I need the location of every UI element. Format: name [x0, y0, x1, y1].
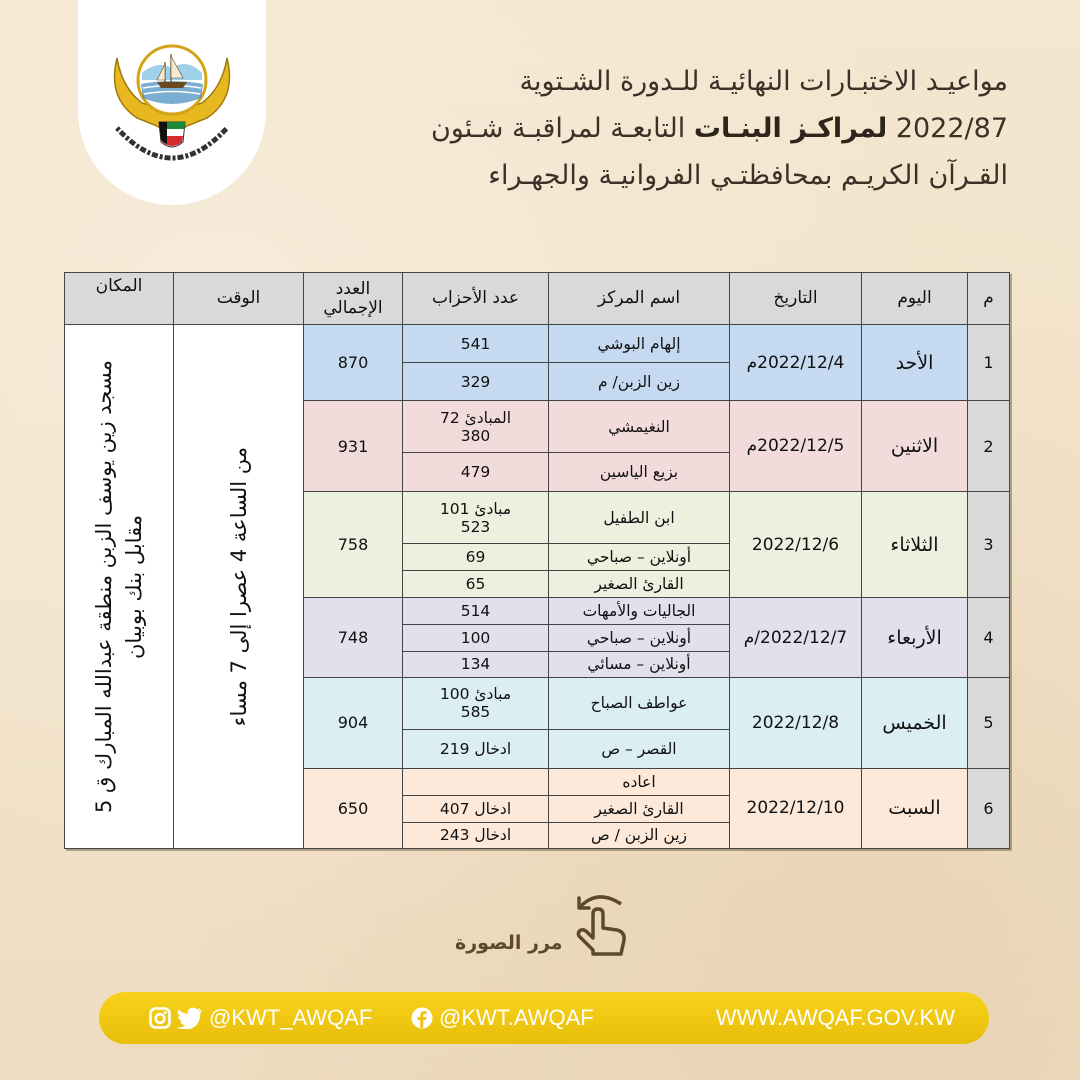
- title-line-1: مواعيـد الاختبـارات النهائيـة للـدورة الشـتوية: [519, 66, 1008, 97]
- center-parts: ادخال 407: [403, 795, 549, 822]
- title-line-3: القـرآن الكريـم بمحافظتـي الفروانيـة والجهـراء: [488, 160, 1008, 191]
- header-time: الوقت: [174, 273, 304, 325]
- header-total-line-1: العدد: [335, 278, 371, 299]
- social-handle-instagram-twitter[interactable]: [149, 1005, 372, 1031]
- parts-line-1: المبادئ 72: [439, 408, 512, 427]
- header-parts: عدد الأحزاب: [403, 273, 549, 325]
- twitter-instagram-handle: @KWT_AWQAF: [209, 1005, 373, 1030]
- row-day: الثلاثاء: [862, 492, 968, 598]
- swipe-hand-icon: [569, 890, 631, 960]
- header-day: اليوم: [862, 273, 968, 325]
- parts-line-1: مبادئ 101: [439, 499, 512, 518]
- parts-line-1: مبادئ 100: [439, 685, 512, 704]
- parts-line-2: 523: [460, 517, 491, 536]
- facebook-handle: @KWT.AWQAF: [439, 1005, 594, 1030]
- row-index: 1: [968, 325, 1010, 401]
- title-line-2: [408, 105, 1008, 152]
- row-total: 904: [304, 677, 403, 768]
- row-total: 931: [304, 401, 403, 492]
- place-cell: [65, 325, 174, 849]
- header-total-line-2: الإجمالي: [323, 297, 383, 318]
- parts-line-2: 585: [460, 703, 491, 722]
- row-day: الخميس: [862, 677, 968, 768]
- exam-schedule-table: [64, 272, 1010, 849]
- row-index: 5: [968, 677, 1010, 768]
- kuwait-emblem-icon: [97, 18, 247, 188]
- row-date: 2022/12/6: [730, 492, 862, 598]
- place-value: مسجد زين يوسف الزبن منطقة عبدالله المبارك ق 5 مقابل بنك بوبيان: [92, 360, 146, 813]
- table-row: [65, 325, 1010, 363]
- center-name: زين الزبن/ م: [549, 363, 730, 401]
- row-date: 2022/12/7/م: [730, 598, 862, 677]
- logo-container: [78, 0, 266, 205]
- row-day: الأربعاء: [862, 598, 968, 677]
- row-date: 2022/12/5م: [730, 401, 862, 492]
- row-day: الأحد: [862, 325, 968, 401]
- center-name: الجاليات والأمهات: [549, 598, 730, 624]
- footer-bar: [99, 992, 989, 1044]
- center-parts: 479: [403, 453, 549, 492]
- center-parts: 541: [403, 325, 549, 363]
- website-url: WWW.AWQAF.GOV.KW: [715, 1005, 955, 1030]
- swipe-label: مرر الصورة: [455, 932, 563, 954]
- social-handle-facebook[interactable]: [411, 1005, 594, 1031]
- time-value: من الساعة 4 عصرا إلى 7 مساء: [226, 446, 251, 727]
- center-parts: 100: [403, 624, 549, 651]
- center-parts: [403, 401, 549, 453]
- center-name: عواطف الصباح: [549, 677, 730, 729]
- center-name: أونلاين – صباحي: [549, 624, 730, 651]
- center-name: أونلاين – صباحي: [549, 544, 730, 571]
- row-total: 650: [304, 768, 403, 848]
- center-parts: 134: [403, 651, 549, 677]
- center-name: ابن الطفيل: [549, 492, 730, 544]
- row-index: 3: [968, 492, 1010, 598]
- row-day: الاثنين: [862, 401, 968, 492]
- twitter-icon: [177, 1007, 203, 1029]
- center-name: زين الزبن / ص: [549, 822, 730, 848]
- center-name: النغيمشي: [549, 401, 730, 453]
- row-index: 2: [968, 401, 1010, 492]
- center-name: القارئ الصغير: [549, 571, 730, 598]
- instagram-icon: [149, 1007, 171, 1029]
- website-link[interactable]: [716, 1005, 955, 1031]
- time-cell: [174, 325, 304, 849]
- center-name: القارئ الصغير: [549, 795, 730, 822]
- table-header-row: [65, 273, 1010, 325]
- center-parts: 69: [403, 544, 549, 571]
- row-day: السبت: [862, 768, 968, 848]
- center-name: بزيع الياسين: [549, 453, 730, 492]
- center-parts: 514: [403, 598, 549, 624]
- center-parts: ادخال 243: [403, 822, 549, 848]
- center-name: اعاده: [549, 768, 730, 795]
- center-parts: [403, 492, 549, 544]
- center-name: القصر – ص: [549, 729, 730, 768]
- facebook-icon: [411, 1007, 433, 1029]
- swipe-hint: [455, 890, 631, 960]
- center-name: أونلاين – مسائي: [549, 651, 730, 677]
- row-total: 870: [304, 325, 403, 401]
- center-parts: [403, 768, 549, 795]
- title-line-2-rest: التابعـة لمراقبـة شـئون: [430, 113, 694, 144]
- center-parts: 329: [403, 363, 549, 401]
- header-place: المكان: [65, 273, 174, 325]
- header-center: اسم المركز: [549, 273, 730, 325]
- header-index: م: [968, 273, 1010, 325]
- center-name: إلهام البوشي: [549, 325, 730, 363]
- row-date: 2022/12/10: [730, 768, 862, 848]
- title-year: 2022/87: [887, 113, 1008, 144]
- row-date: 2022/12/4م: [730, 325, 862, 401]
- row-total: 758: [304, 492, 403, 598]
- row-index: 6: [968, 768, 1010, 848]
- row-total: 748: [304, 598, 403, 677]
- parts-line-2: 380: [460, 426, 491, 445]
- row-index: 4: [968, 598, 1010, 677]
- title-bold-segment: لمراكـز البنـات: [693, 113, 888, 144]
- center-parts: 65: [403, 571, 549, 598]
- center-parts: ادخال 219: [403, 729, 549, 768]
- header-total: [304, 273, 403, 325]
- header-date: التاريخ: [730, 273, 862, 325]
- row-date: 2022/12/8: [730, 677, 862, 768]
- page-title: [408, 58, 1008, 199]
- center-parts: [403, 677, 549, 729]
